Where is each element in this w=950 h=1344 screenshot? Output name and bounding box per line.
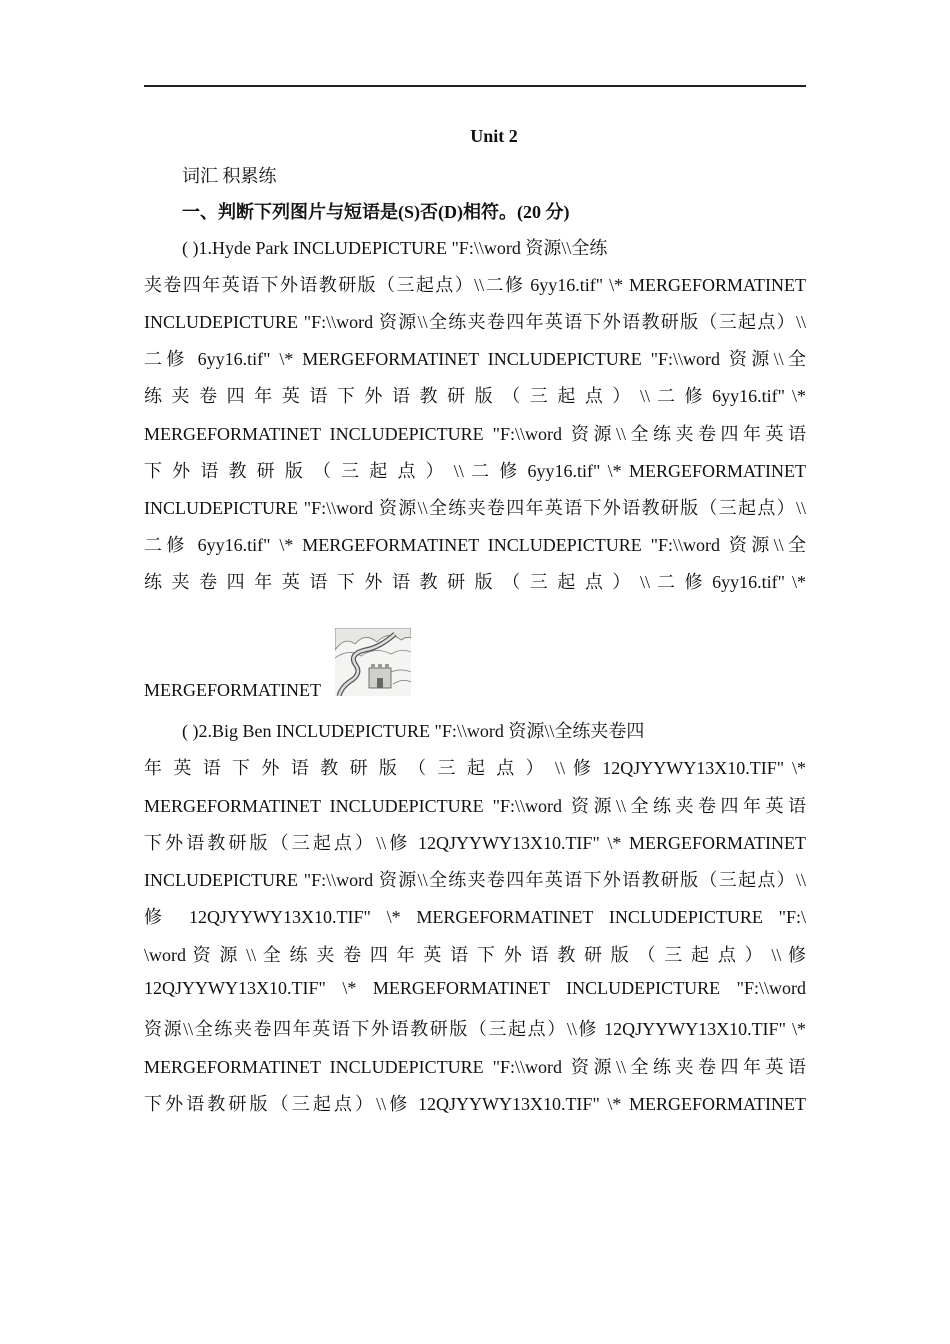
q1-line-5: MERGEFORMATINET INCLUDEPICTURE "F:\\word 资源\\全练夹卷四年英语 xyxy=(144,424,806,444)
q2-line-7: 12QJYYWY13X10.TIF" \* MERGEFORMATINET INCLUDEPICTURE "F:\\word xyxy=(144,978,806,998)
q1-line-0: ( )1.Hyde Park INCLUDEPICTURE "F:\\word 资源\\全练 xyxy=(182,238,608,258)
q1-line-4: 练 夹 卷 四 年 英 语 下 外 语 教 研 版 （ 三 起 点 ） \\ 二 修 6yy16.tif" \* xyxy=(144,386,806,406)
q2-line-4: INCLUDEPICTURE "F:\\word 资源\\全练夹卷四年英语下外语教研版（三起点）\\ xyxy=(144,870,806,890)
q2-line-5: 修 12QJYYWY13X10.TIF" \* MERGEFORMATINET INCLUDEPICTURE "F:\ xyxy=(144,907,806,927)
q1-line-7: INCLUDEPICTURE "F:\\word 资源\\全练夹卷四年英语下外语教研版（三起点）\\ xyxy=(144,498,806,518)
q1-line-3: 二修 6yy16.tif" \* MERGEFORMATINET INCLUDEPICTURE "F:\\word 资源\\全 xyxy=(144,349,806,369)
instruction: 一、判断下列图片与短语是(S)否(D)相符。(20 分) xyxy=(182,202,570,222)
q1-line-1: 夹卷四年英语下外语教研版（三起点）\\二修 6yy16.tif" \* MERGEFORMATINET xyxy=(144,275,806,295)
header-rule xyxy=(144,85,806,87)
q2-line-8: 资源\\全练夹卷四年英语下外语教研版（三起点）\\修 12QJYYWY13X10.TIF" \* xyxy=(144,1019,806,1039)
q1-line-8: 二修 6yy16.tif" \* MERGEFORMATINET INCLUDEPICTURE "F:\\word 资源\\全 xyxy=(144,535,806,555)
page-title: Unit 2 xyxy=(470,126,518,146)
q2-line-0: ( )2.Big Ben INCLUDEPICTURE "F:\\word 资源\\全练夹卷四 xyxy=(182,721,645,741)
great-wall-image xyxy=(335,628,411,696)
q1-line-9: 练 夹 卷 四 年 英 语 下 外 语 教 研 版 （ 三 起 点 ） \\ 二 修 6yy16.tif" \* xyxy=(144,572,806,592)
q2-line-10: 下外语教研版（三起点）\\修 12QJYYWY13X10.TIF" \* MERGEFORMATINET xyxy=(144,1094,806,1114)
section-heading: 词汇 积累练 xyxy=(182,166,277,186)
q1-line-last: MERGEFORMATINET xyxy=(144,680,322,700)
q2-line-1: 年 英 语 下 外 语 教 研 版 （ 三 起 点 ） \\ 修 12QJYYWY13X10.TIF" \* xyxy=(144,758,806,778)
q2-line-3: 下外语教研版（三起点）\\修 12QJYYWY13X10.TIF" \* MERGEFORMATINET xyxy=(144,833,806,853)
q2-line-9: MERGEFORMATINET INCLUDEPICTURE "F:\\word 资源\\全练夹卷四年英语 xyxy=(144,1057,806,1077)
q1-line-6: 下 外 语 教 研 版 （ 三 起 点 ） \\ 二 修 6yy16.tif" \* MERGEFORMATINET xyxy=(144,461,806,481)
q2-line-2: MERGEFORMATINET INCLUDEPICTURE "F:\\word 资源\\全练夹卷四年英语 xyxy=(144,796,806,816)
q1-line-2: INCLUDEPICTURE "F:\\word 资源\\全练夹卷四年英语下外语教研版（三起点）\\ xyxy=(144,312,806,332)
q2-line-6: \word 资 源 \\ 全 练 夹 卷 四 年 英 语 下 外 语 教 研 版 （ 三 起 点 ） \\ 修 xyxy=(144,945,806,965)
